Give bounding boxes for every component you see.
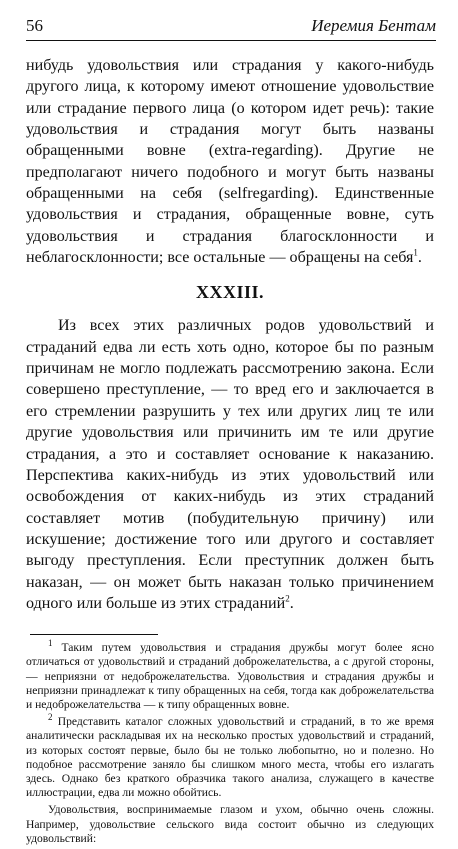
footnote-ref-2: 2 — [285, 593, 290, 604]
footnote-2 — [26, 712, 434, 800]
page-body — [26, 55, 434, 849]
footnote-separator — [30, 634, 158, 635]
paragraph-end: . — [417, 249, 422, 267]
paragraph-text: Из всех этих различных родов удовольствий и страданий едва ли есть хоть одно, которое бы по разным причинам не могло подлежать рассмотрению закона. Если совершено преступление, — то вред его и заключается в его стремлении разрушить у тех или других лиц те или другие удовольствия или причинить им те или другие страдания, а это и составляет основание к наказанию. Перспектива каких-нибудь из этих удовольствий или освобождения от каких-нибудь из этих страданий составляет мотив (побудительную причину) или искушение; достижение того или другого и составляет выгоду преступления. Если преступник должен быть наказан, — он может быть наказан только причинением одного или больше из этих страданий — [26, 317, 434, 612]
footnote-2-continuation: Удовольствия, воспринимаемые глазом и ухом, обычно очень сложны. Например, удовольствие сельского вида состоит обычно из следующих удовольствий: — [26, 803, 434, 845]
running-title: Иеремия Бентам — [311, 16, 436, 35]
paragraph-end: . — [289, 594, 294, 612]
footnote-2-text: Представить каталог сложных удовольствий и страданий, в то же время аналитически раскладывая их на несколько простых удовольствий и страданий, из которых состоят первые, было бы не только любопытно, но и полезно. Но подобное рассмотрение заняло бы слишком много места, чтобы его излагать здесь. Однако без краткого образчика такого анализа, служащего в качестве иллюстрации, едва ли можно обойтись. — [26, 715, 434, 800]
page-number: 56 — [26, 16, 43, 35]
page-header — [26, 12, 436, 41]
paragraph-section-xxxiii — [26, 315, 434, 614]
paragraph-continuation — [26, 55, 434, 268]
footnote-1 — [26, 638, 434, 712]
footnote-1-text: Таким путем удовольствия и страдания дружбы могут более ясно отличаться от удовольствий и страданий доброжелательства, а с другой стороны, — неприязни от недоброжелательства. Удовольствия и страдания дружбы и неприязни принадлежат к типу обращенных на себя, тогда как доброжелательства и недоброжелательства — к типу обращенных вовне. — [26, 641, 434, 712]
footnote-ref-1: 1 — [413, 247, 418, 258]
footnote-1-marker: 1 — [48, 638, 53, 649]
paragraph-text: нибудь удовольствия или страдания у какого-нибудь другого лица, к которому имеют отношение удовольствие или страдание первого лица (о котором идет речь): такие удовольствия и страдания могут быть названы обращенными вовне (extra-regarding). Другие не предполагают ничего подобного и могут быть названы обращенными на себя (selfregarding). Единственные удовольствия и страдания, обращенные вовне, суть удовольствия и страдания благосклонности и неблагосклонности; все остальные — обращены на себя — [26, 57, 434, 267]
footnote-2-marker: 2 — [48, 712, 53, 723]
section-heading: XXXIII. — [195, 282, 264, 303]
